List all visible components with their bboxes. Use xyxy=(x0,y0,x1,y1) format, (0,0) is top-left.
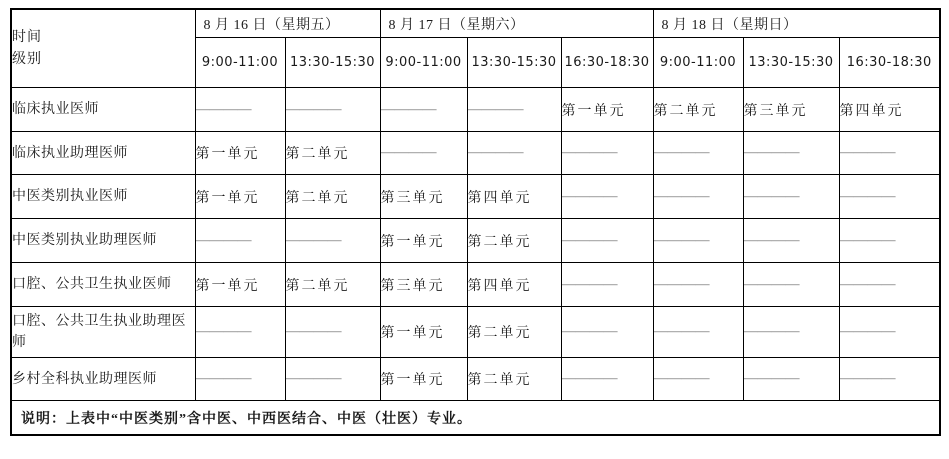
time-header-cell: 16:30-18:30 xyxy=(839,38,940,88)
day-header-fri: 8 月 16 日（星期五） xyxy=(195,9,380,38)
schedule-cell: ———— xyxy=(195,88,285,132)
day-header-sun: 8 月 18 日（星期日） xyxy=(653,9,940,38)
time-header-cell: 9:00-11:00 xyxy=(195,38,285,88)
table-row xyxy=(11,263,940,307)
table-row xyxy=(11,132,940,175)
schedule-cell: 第二单元 xyxy=(467,307,561,358)
row-label: 中医类别执业助理医师 xyxy=(11,219,195,263)
schedule-cell: ———— xyxy=(561,358,653,401)
schedule-cell: ———— xyxy=(467,132,561,175)
schedule-cell: ———— xyxy=(561,263,653,307)
schedule-cell: ———— xyxy=(285,219,380,263)
schedule-cell: ———— xyxy=(561,132,653,175)
schedule-cell: ———— xyxy=(653,132,743,175)
table-row xyxy=(11,88,940,132)
schedule-cell: ———— xyxy=(839,175,940,219)
schedule-cell: 第一单元 xyxy=(380,307,467,358)
schedule-cell: ———— xyxy=(839,307,940,358)
schedule-cell: ———— xyxy=(285,358,380,401)
time-header-cell: 13:30-15:30 xyxy=(467,38,561,88)
corner-cell xyxy=(11,9,195,88)
schedule-cell: ———— xyxy=(839,263,940,307)
schedule-cell: 第四单元 xyxy=(467,263,561,307)
schedule-cell: ———— xyxy=(653,358,743,401)
schedule-cell: ———— xyxy=(653,307,743,358)
schedule-cell: ———— xyxy=(380,132,467,175)
schedule-cell: 第四单元 xyxy=(467,175,561,219)
note-row xyxy=(11,401,940,436)
table-row xyxy=(11,219,940,263)
schedule-cell: ———— xyxy=(839,132,940,175)
schedule-cell: ———— xyxy=(743,175,839,219)
schedule-cell: 第三单元 xyxy=(743,88,839,132)
schedule-cell: ———— xyxy=(467,88,561,132)
exam-schedule-table xyxy=(10,8,941,436)
row-label: 乡村全科执业助理医师 xyxy=(11,358,195,401)
schedule-cell: ———— xyxy=(743,358,839,401)
schedule-cell: ———— xyxy=(743,219,839,263)
time-header-cell: 9:00-11:00 xyxy=(380,38,467,88)
schedule-cell: 第一单元 xyxy=(195,263,285,307)
row-label: 临床执业助理医师 xyxy=(11,132,195,175)
row-label: 临床执业医师 xyxy=(11,88,195,132)
schedule-cell: 第一单元 xyxy=(380,358,467,401)
schedule-cell: 第一单元 xyxy=(195,132,285,175)
schedule-cell: 第四单元 xyxy=(839,88,940,132)
schedule-cell: ———— xyxy=(839,358,940,401)
time-header-cell: 16:30-18:30 xyxy=(561,38,653,88)
row-label: 中医类别执业医师 xyxy=(11,175,195,219)
schedule-cell: ———— xyxy=(653,219,743,263)
row-label: 口腔、公共卫生执业医师 xyxy=(11,263,195,307)
schedule-cell: 第二单元 xyxy=(653,88,743,132)
schedule-cell: 第二单元 xyxy=(467,358,561,401)
table-row xyxy=(11,358,940,401)
schedule-cell: 第二单元 xyxy=(285,263,380,307)
day-header-row xyxy=(11,9,940,38)
schedule-cell: ———— xyxy=(743,307,839,358)
schedule-cell: 第一单元 xyxy=(195,175,285,219)
schedule-cell: ———— xyxy=(195,358,285,401)
corner-time-label: 时间 xyxy=(12,29,42,45)
table-row xyxy=(11,175,940,219)
schedule-cell: ———— xyxy=(561,175,653,219)
time-header-cell: 13:30-15:30 xyxy=(285,38,380,88)
schedule-cell: ———— xyxy=(743,132,839,175)
schedule-cell: ———— xyxy=(195,219,285,263)
time-header-cell: 9:00-11:00 xyxy=(653,38,743,88)
schedule-cell: 第三单元 xyxy=(380,175,467,219)
schedule-cell: 第二单元 xyxy=(467,219,561,263)
schedule-cell: ———— xyxy=(839,219,940,263)
schedule-cell: 第二单元 xyxy=(285,175,380,219)
table-row xyxy=(11,307,940,358)
schedule-cell: ———— xyxy=(743,263,839,307)
schedule-cell: ———— xyxy=(653,175,743,219)
schedule-cell: ———— xyxy=(285,307,380,358)
table-note: 说明：上表中“中医类别”含中医、中西医结合、中医（壮医）专业。 xyxy=(11,401,940,436)
schedule-cell: ———— xyxy=(561,219,653,263)
schedule-cell: ———— xyxy=(561,307,653,358)
corner-level-label: 级别 xyxy=(12,51,42,67)
row-label: 口腔、公共卫生执业助理医师 xyxy=(11,307,195,358)
schedule-cell: ———— xyxy=(380,88,467,132)
schedule-cell: 第三单元 xyxy=(380,263,467,307)
schedule-cell: 第二单元 xyxy=(285,132,380,175)
schedule-cell: ———— xyxy=(195,307,285,358)
schedule-cell: ———— xyxy=(285,88,380,132)
time-header-cell: 13:30-15:30 xyxy=(743,38,839,88)
day-header-sat: 8 月 17 日（星期六） xyxy=(380,9,653,38)
schedule-cell: ———— xyxy=(653,263,743,307)
schedule-cell: 第一单元 xyxy=(561,88,653,132)
schedule-cell: 第一单元 xyxy=(380,219,467,263)
